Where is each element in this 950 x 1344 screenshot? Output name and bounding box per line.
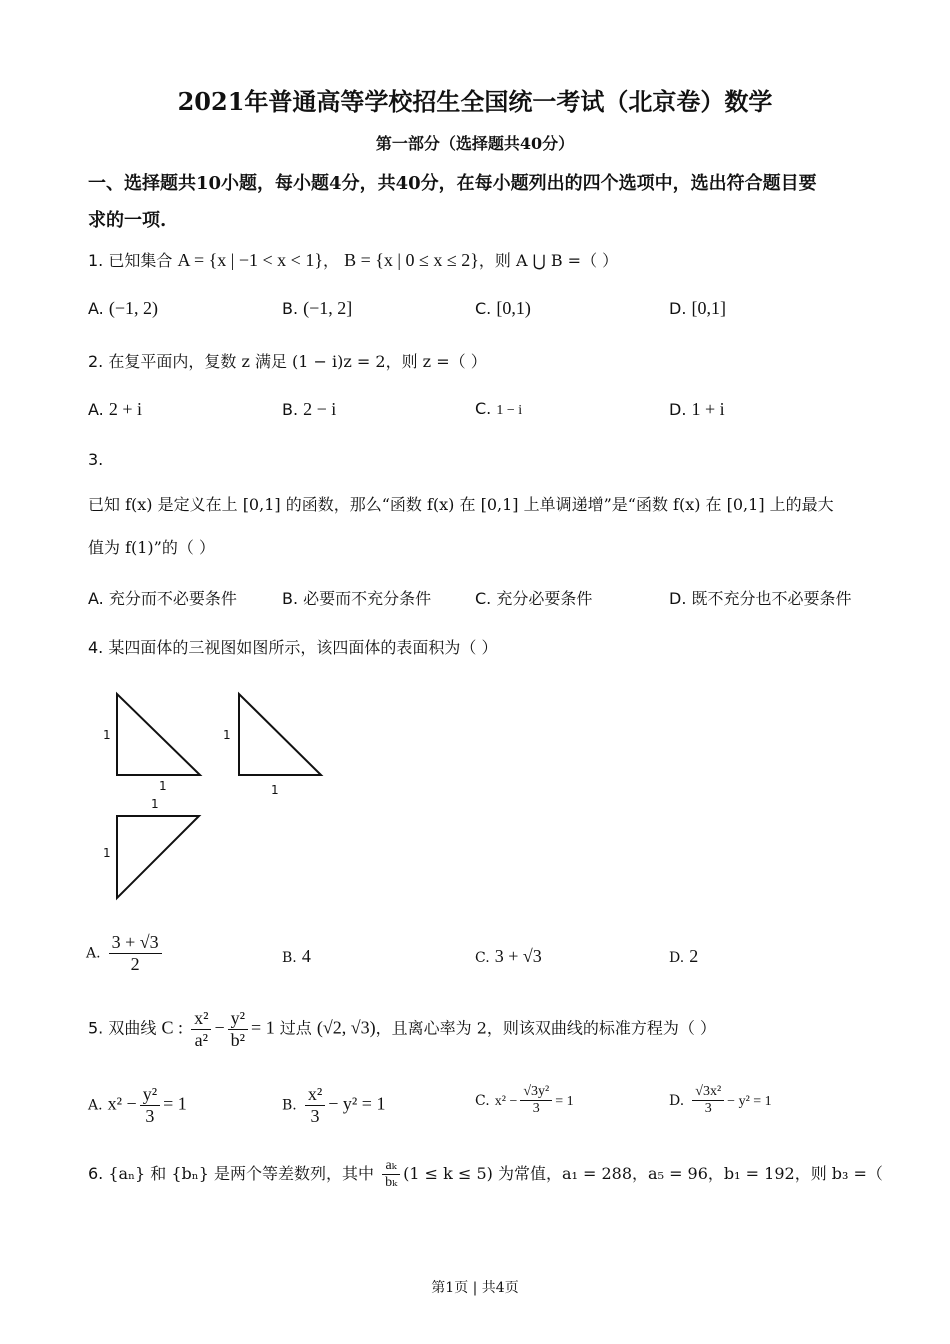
equation-rhs: = 1 <box>251 1017 275 1038</box>
question-stem: 已知集合 <box>108 251 173 270</box>
option-text: 充分而不必要条件 <box>108 589 237 608</box>
question-stem: 在复平面内，复数 z 满足 (1 − i)z = 2，则 z =（ ） <box>108 352 487 371</box>
q3-option-c <box>475 586 592 609</box>
option-text: 1 + i <box>691 399 725 419</box>
page-title: 2021年普通高等学校招生全国统一考试（北京卷）数学 <box>177 87 773 116</box>
numerator: √3x² <box>692 1084 724 1101</box>
question-number: 2. <box>88 352 104 371</box>
question-stem: {aₙ} 和 {bₙ} 是两个等差数列，其中 <box>108 1164 374 1184</box>
option-text: 3 + √3 <box>494 946 542 966</box>
question-6 <box>88 1158 883 1191</box>
q4-option-c <box>475 946 542 967</box>
option-label: C. <box>475 589 492 608</box>
option-pre: x² − <box>494 1094 518 1110</box>
option-label: A. <box>88 400 104 419</box>
denominator: 3 <box>532 1101 540 1117</box>
option-text: [0,1] <box>691 298 726 318</box>
option-pre: x² − <box>107 1093 137 1114</box>
q1-option-c <box>475 298 531 319</box>
option-label: A. <box>88 589 104 608</box>
section-heading-line2: 求的一项. <box>88 210 167 231</box>
option-post: − y² = 1 <box>727 1094 772 1110</box>
question-stem: 某四面体的三视图如图所示，该四面体的表面积为（ ） <box>108 638 498 657</box>
numerator: y² <box>140 1084 160 1106</box>
fraction <box>191 1008 211 1050</box>
option-text: 2 − i <box>303 399 337 419</box>
q3-option-d <box>669 586 852 609</box>
option-label: B. <box>282 950 297 966</box>
q1-option-a <box>88 298 158 319</box>
option-post: = 1 <box>163 1093 187 1114</box>
point: (√2, √3) <box>316 1017 376 1038</box>
question-stem: 双曲线 <box>108 1018 157 1038</box>
q2-option-d <box>669 399 725 420</box>
option-label: C. <box>475 1093 490 1110</box>
option-text: 2 + i <box>108 399 142 419</box>
option-label: B. <box>282 299 299 318</box>
figure-label: 1 <box>103 728 111 742</box>
denominator: 3 <box>145 1105 155 1126</box>
figure-label: 1 <box>103 846 111 860</box>
question-5: 5. 双曲线 C : $\frac{\text{x²}}{\text{a²}}$ − $\frac{\text{y²}}{\text{b²}}$ = 1 过点 (√2, √3)，且离心率为 2，则该双曲线的标准方程为（ ） <box>88 1008 717 1050</box>
curve-name: C : <box>161 1017 183 1038</box>
fraction <box>382 1158 400 1191</box>
option-text: 4 <box>301 946 311 966</box>
option-text: [0,1) <box>496 298 531 318</box>
option-text: (−1, 2] <box>303 298 353 318</box>
q3-option-a <box>88 586 237 609</box>
option-label: B. <box>282 1097 297 1114</box>
option-label: D. <box>669 299 687 318</box>
q5-option-b <box>282 1084 385 1126</box>
numerator: x² <box>191 1008 211 1030</box>
three-view-figure <box>95 680 335 905</box>
fraction <box>228 1008 248 1050</box>
question-number: 6. <box>88 1164 104 1184</box>
option-label: C. <box>475 299 492 318</box>
fraction <box>140 1084 160 1126</box>
numerator: √3y² <box>520 1084 552 1101</box>
question-number: 4. <box>88 638 104 657</box>
question-3-stem-line2: 值为 f(1)”的（ ） <box>88 538 215 557</box>
fraction <box>305 1084 325 1126</box>
option-post: = 1 <box>555 1094 574 1110</box>
fraction <box>520 1084 552 1117</box>
q4-option-d <box>669 946 698 967</box>
q1-option-d <box>669 298 726 319</box>
denominator: 3 <box>310 1105 320 1126</box>
question-tail: ，则 A ⋃ B =（ ） <box>478 251 619 270</box>
option-text: 既不充分也不必要条件 <box>691 589 852 608</box>
fraction <box>109 932 162 974</box>
q4-option-b <box>282 946 311 967</box>
option-label: D. <box>669 950 685 966</box>
numerator: y² <box>228 1008 248 1030</box>
option-label: A. <box>86 945 101 962</box>
question-number: 5. <box>88 1018 104 1038</box>
fraction <box>692 1084 724 1117</box>
option-label: D. <box>669 589 687 608</box>
question-stem: 过点 <box>279 1018 312 1038</box>
figure-label: 1 <box>159 779 167 793</box>
q4-option-a <box>86 932 165 974</box>
denominator: b² <box>230 1029 246 1050</box>
option-text: 充分必要条件 <box>496 589 593 608</box>
part-subtitle: 第一部分（选择题共40分） <box>375 134 575 153</box>
numerator: 3 + √3 <box>109 932 162 954</box>
q5-option-c <box>475 1084 574 1117</box>
denominator: 2 <box>130 953 140 974</box>
question-2 <box>88 349 487 372</box>
numerator: aₖ <box>382 1158 400 1175</box>
option-label: D. <box>669 1093 685 1110</box>
numerator: x² <box>305 1084 325 1106</box>
section-heading-line1: 一、选择题共10小题，每小题4分，共40分，在每小题列出的四个选项中，选出符合题目要 <box>88 173 817 194</box>
separator: ， <box>322 251 339 270</box>
figure-label: 1 <box>223 728 231 742</box>
page-footer: 第1页 | 共4页 <box>431 1280 519 1296</box>
front-view-triangle <box>117 694 200 775</box>
denominator: 3 <box>704 1101 712 1117</box>
figure-label: 1 <box>271 783 279 797</box>
option-post: − y² = 1 <box>328 1093 386 1114</box>
option-text: 1 − i <box>496 403 523 418</box>
denominator: a² <box>194 1029 208 1050</box>
option-label: A. <box>88 1097 103 1114</box>
set-a: A = {x | −1 < x < 1} <box>177 250 323 270</box>
option-label: D. <box>669 400 687 419</box>
q5-option-a <box>88 1084 187 1126</box>
option-text: 必要而不充分条件 <box>303 589 432 608</box>
top-view-triangle <box>117 816 199 898</box>
q5-option-d <box>669 1084 772 1117</box>
q2-option-a <box>88 399 142 420</box>
question-4 <box>88 635 497 658</box>
set-b: B = {x | 0 ≤ x ≤ 2} <box>344 250 479 270</box>
question-stem: (1 ≤ k ≤ 5) 为常值，a₁ = 288，a₅ = 96，b₁ = 192，则 b₃ =（ <box>403 1164 883 1184</box>
denominator: bₖ <box>385 1175 398 1191</box>
option-label: C. <box>475 399 492 418</box>
option-label: B. <box>282 589 299 608</box>
question-number: 1. <box>88 251 104 270</box>
option-text: 2 <box>689 946 699 966</box>
option-label: B. <box>282 400 299 419</box>
q3-option-b <box>282 586 431 609</box>
question-3-number: 3. <box>88 450 104 469</box>
side-view-triangle <box>239 694 321 775</box>
option-label: C. <box>475 950 490 966</box>
option-text: (−1, 2) <box>108 298 158 318</box>
question-3-stem-line1: 已知 f(x) 是定义在上 [0,1] 的函数，那么“函数 f(x) 在 [0,1] 上单调递增”是“函数 f(x) 在 [0,1] 上的最大 <box>88 495 834 514</box>
q2-option-c <box>475 399 522 419</box>
question-1 <box>88 248 618 271</box>
question-stem: ，且离心率为 2，则该双曲线的标准方程为（ ） <box>375 1018 717 1038</box>
option-label: A. <box>88 299 104 318</box>
q2-option-b <box>282 399 336 420</box>
q1-option-b <box>282 298 352 319</box>
figure-label: 1 <box>151 797 159 811</box>
